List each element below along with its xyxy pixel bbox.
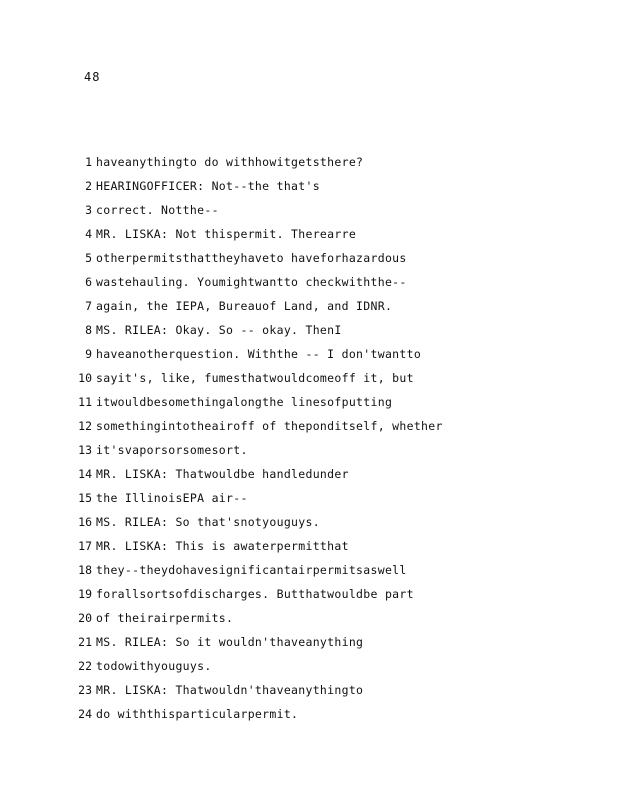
transcript-line xyxy=(0,321,618,345)
line-number: 9 xyxy=(85,347,92,361)
transcript-line xyxy=(0,297,618,321)
transcript-line xyxy=(0,537,618,561)
line-number: 13 xyxy=(78,443,92,457)
line-text: haveanotherquestion. Withthe -- I don'twantto xyxy=(96,347,422,361)
line-number: 10 xyxy=(78,371,92,385)
transcript-line xyxy=(0,201,618,225)
transcript-line xyxy=(0,345,618,369)
line-number: 18 xyxy=(78,563,92,577)
line-number: 16 xyxy=(78,515,92,529)
line-text: correct. Notthe-- xyxy=(96,203,219,217)
line-text: haveanythingto do withhowitgetsthere? xyxy=(96,155,364,169)
line-number: 24 xyxy=(78,707,92,721)
transcript-line xyxy=(0,393,618,417)
line-number: 8 xyxy=(85,323,92,337)
line-text: MS. RILEA: So that'snotyouguys. xyxy=(96,515,320,529)
transcript-lines xyxy=(0,153,618,729)
line-number: 19 xyxy=(78,587,92,601)
line-number: 20 xyxy=(78,611,92,625)
line-number: 23 xyxy=(78,683,92,697)
transcript-line xyxy=(0,489,618,513)
line-text: of theirairpermits. xyxy=(96,611,234,625)
line-text: otherpermitsthattheyhaveto haveforhazardous xyxy=(96,251,407,265)
line-number: 6 xyxy=(85,275,92,289)
line-number: 12 xyxy=(78,419,92,433)
transcript-line xyxy=(0,153,618,177)
transcript-line xyxy=(0,681,618,705)
line-text: sayit's, like, fumesthatwouldcomeoff it, but xyxy=(96,371,414,385)
transcript-line xyxy=(0,177,618,201)
line-text: MR. LISKA: Thatwouldn'thaveanythingto xyxy=(96,683,364,697)
line-text: they--theydohavesignificantairpermitsaswell xyxy=(96,563,407,577)
line-number: 2 xyxy=(85,179,92,193)
line-text: MS. RILEA: Okay. So -- okay. ThenI xyxy=(96,323,342,337)
transcript-line xyxy=(0,465,618,489)
transcript-line xyxy=(0,561,618,585)
line-number: 15 xyxy=(78,491,92,505)
transcript-line xyxy=(0,369,618,393)
transcript-line xyxy=(0,705,618,729)
transcript-line xyxy=(0,513,618,537)
line-text: it'svaporsorsomesort. xyxy=(96,443,248,457)
transcript-line xyxy=(0,585,618,609)
line-number: 11 xyxy=(78,395,92,409)
line-text: forallsortsofdischarges. Butthatwouldbe part xyxy=(96,587,414,601)
transcript-line xyxy=(0,633,618,657)
transcript-line xyxy=(0,417,618,441)
line-number: 22 xyxy=(78,659,92,673)
line-number: 7 xyxy=(85,299,92,313)
line-text: MR. LISKA: Not thispermit. Therearre xyxy=(96,227,357,241)
line-number: 14 xyxy=(78,467,92,481)
transcript-line xyxy=(0,249,618,273)
transcript-line xyxy=(0,609,618,633)
line-text: wastehauling. Youmightwantto checkwiththe-- xyxy=(96,275,407,289)
line-number: 1 xyxy=(85,155,92,169)
line-text: somethingintotheairoff of theponditself, whether xyxy=(96,419,443,433)
transcript-line xyxy=(0,657,618,681)
transcript-line xyxy=(0,225,618,249)
line-text: again, the IEPA, Bureauof Land, and IDNR. xyxy=(96,299,393,313)
line-text: the IllinoisEPA air-- xyxy=(96,491,248,505)
line-number: 21 xyxy=(78,635,92,649)
transcript-line xyxy=(0,273,618,297)
line-text: itwouldbesomethingalongthe linesofputting xyxy=(96,395,393,409)
line-text: MR. LISKA: This is awaterpermitthat xyxy=(96,539,349,553)
line-text: do withthisparticularpermit. xyxy=(96,707,299,721)
line-text: HEARINGOFFICER: Not--the that's xyxy=(96,179,320,193)
line-number: 4 xyxy=(85,227,92,241)
line-number: 5 xyxy=(85,251,92,265)
transcript-line xyxy=(0,441,618,465)
line-text: todowithyouguys. xyxy=(96,659,212,673)
line-text: MS. RILEA: So it wouldn'thaveanything xyxy=(96,635,364,649)
line-text: MR. LISKA: Thatwouldbe handledunder xyxy=(96,467,349,481)
page-number: 48 xyxy=(84,70,101,84)
line-number: 17 xyxy=(78,539,92,553)
line-number: 3 xyxy=(85,203,92,217)
